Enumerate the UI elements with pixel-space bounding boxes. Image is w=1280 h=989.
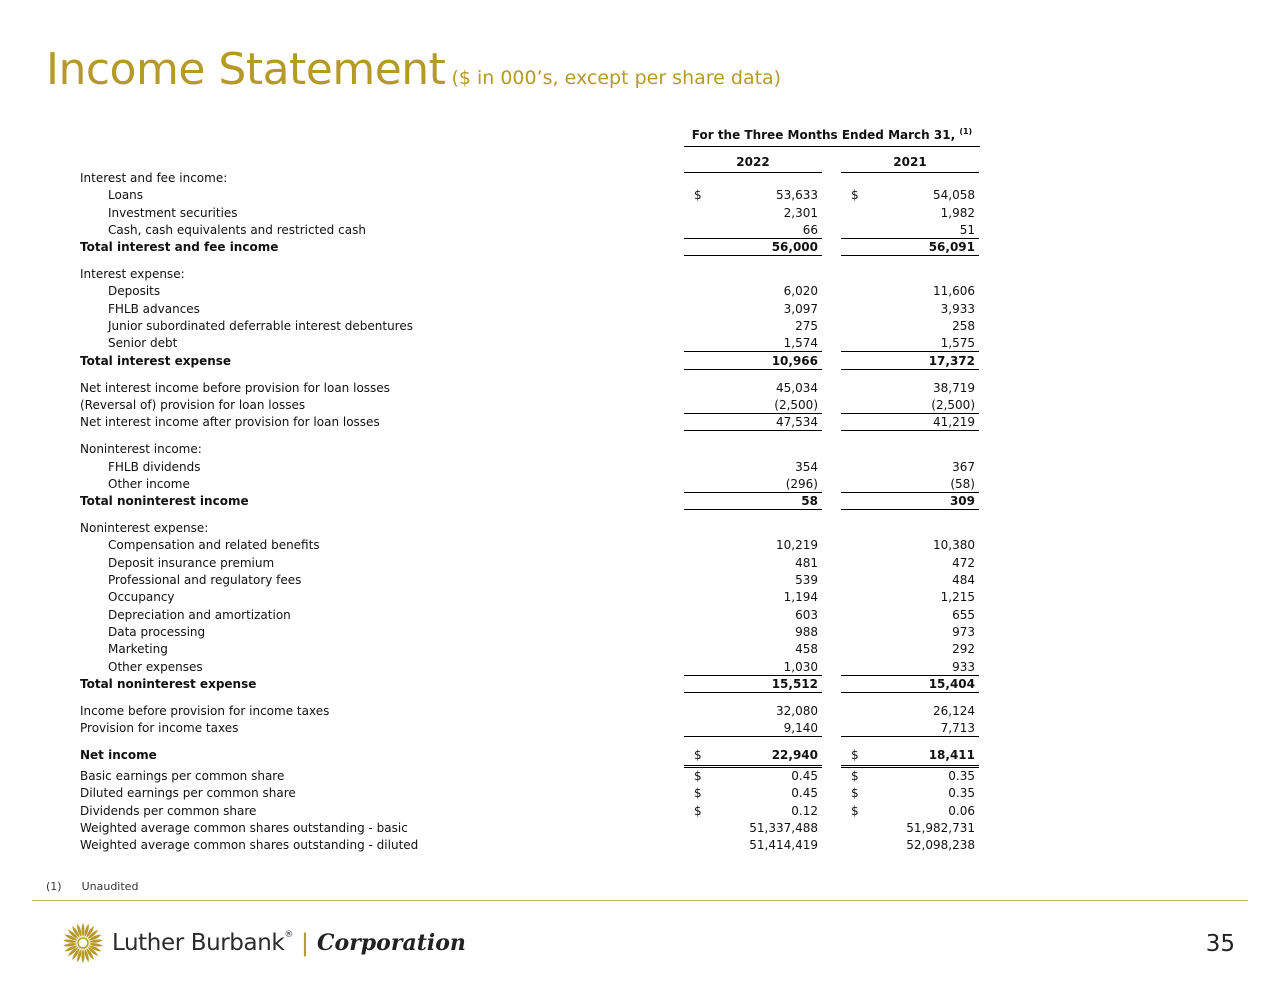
year-header-2022: 2022 [684,155,822,173]
currency-symbol: $ [694,188,702,203]
value-cell-2022 [684,284,822,301]
value-cell-2021 [841,302,979,319]
sunflower-petal [82,949,85,963]
row-value: 988 [795,624,818,639]
row-value: 51 [959,222,975,237]
row-value: 51,414,419 [749,838,818,853]
value-cell-2022 [684,721,822,737]
row-label: Depreciation and amortization [108,607,291,622]
statement-row [80,786,980,803]
title-subtitle: ($ in 000’s, except per share data) [451,67,782,89]
row-label: Weighted average common shares outstanding - diluted [80,838,419,853]
row-label: Total noninterest income [80,494,249,509]
row-label: Total interest and fee income [80,240,279,255]
row-value: 38,719 [933,380,975,395]
value-cell-2021 [841,240,979,256]
value-cell-2022 [684,240,822,256]
row-value: 15,404 [928,676,975,691]
footnote-text: Unaudited [81,880,139,893]
value-cell-2022 [684,786,822,803]
value-cell-2022 [684,319,822,336]
row-value: (58) [950,476,975,491]
statement-row [80,521,980,538]
row-value: 1,030 [783,659,818,674]
statement-row [80,677,980,704]
value-cell-2022 [684,336,822,352]
row-value: 472 [952,555,975,570]
value-cell-2021 [841,284,979,301]
row-value: 2,301 [783,205,818,220]
statement-row [80,336,980,353]
value-cell-2021 [841,608,979,625]
logo-corporation: Corporation [317,930,466,956]
title-main: Income Statement [46,44,446,95]
row-value: 15,512 [771,676,818,691]
currency-symbol: $ [694,748,702,763]
value-cell-2021 [841,494,979,510]
row-label: Marketing [108,642,168,657]
logo-registered-mark: ® [284,930,293,940]
statement-row [80,804,980,821]
value-cell-2021 [841,398,979,414]
row-label: Deposits [108,284,161,299]
row-value: 0.12 [791,803,818,818]
row-label: Net income [80,748,157,763]
row-label: Total interest expense [80,353,232,368]
value-cell-2022 [684,748,822,768]
row-value: 10,966 [771,353,818,368]
row-label: Other expenses [108,659,203,674]
row-label: Loans [108,188,144,203]
row-value: 1,194 [783,590,818,605]
row-value: 6,020 [783,284,818,299]
row-value: 47,534 [776,415,818,430]
company-logo [62,920,466,966]
row-value: 603 [795,607,818,622]
row-value: 973 [952,624,975,639]
row-label: Professional and regulatory fees [108,573,302,588]
value-cell-2022 [684,206,822,223]
row-value: 0.35 [948,786,975,801]
statement-row [80,556,980,573]
currency-symbol: $ [851,803,859,818]
value-cell-2022 [684,590,822,607]
value-cell-2021 [841,354,979,370]
row-label: Noninterest income: [80,442,202,457]
value-cell-2021 [841,415,979,431]
row-label: Occupancy [108,590,175,605]
row-value: 484 [952,573,975,588]
footer-divider [32,900,1248,901]
row-value: 481 [795,555,818,570]
value-cell-2022 [684,223,822,239]
row-value: (2,500) [774,397,818,412]
statement-row [80,284,980,301]
statement-row [80,302,980,319]
value-cell-2021 [841,460,979,477]
row-value: 7,713 [940,721,975,736]
currency-symbol: $ [694,803,702,818]
row-value: 292 [952,642,975,657]
value-cell-2022 [684,573,822,590]
value-cell-2022 [684,460,822,477]
row-label: Other income [108,476,190,491]
value-cell-2021 [841,769,979,786]
value-cell-2021 [841,642,979,659]
value-cell-2021 [841,538,979,555]
row-value: 58 [801,494,818,509]
statement-row [80,748,980,769]
statement-row [80,538,980,555]
value-cell-2021 [841,677,979,693]
row-value: 11,606 [933,284,975,299]
row-value: 0.45 [791,786,818,801]
row-label: Dividends per common share [80,803,257,818]
row-label: Cash, cash equivalents and restricted cash [108,222,366,237]
currency-symbol: $ [851,188,859,203]
row-value: 539 [795,573,818,588]
row-value: 54,058 [933,188,975,203]
period-footnote-ref: (1) [959,127,973,136]
row-label: Provision for income taxes [80,721,239,736]
income-statement-table [80,171,980,856]
statement-row [80,821,980,838]
row-value: 18,411 [928,748,975,763]
statement-row [80,838,980,855]
value-cell-2022 [684,556,822,573]
statement-row [80,642,980,659]
row-value: 1,574 [783,336,818,351]
row-label: Junior subordinated deferrable interest debentures [108,319,413,334]
row-label: FHLB dividends [108,459,201,474]
currency-symbol: $ [851,748,859,763]
row-label: Investment securities [108,205,238,220]
value-cell-2022 [684,381,822,398]
footnote-mark: (1) [46,880,62,893]
row-label: Deposit insurance premium [108,555,275,570]
statement-row [80,769,980,786]
row-value: 354 [795,459,818,474]
statement-row [80,704,980,721]
row-value: 53,633 [776,188,818,203]
value-cell-2022 [684,188,822,205]
logo-separator: | [300,929,310,957]
row-value: 51,337,488 [749,821,818,836]
value-cell-2021 [841,381,979,398]
value-cell-2021 [841,477,979,493]
row-value: 1,575 [940,336,975,351]
statement-row [80,494,980,521]
row-value: (2,500) [931,397,975,412]
row-value: 309 [949,494,975,509]
value-cell-2021 [841,821,979,838]
statement-row [80,240,980,267]
statement-row [80,398,980,415]
row-value: 52,098,238 [906,838,975,853]
statement-row [80,460,980,477]
row-value: 0.35 [948,769,975,784]
statement-row [80,319,980,336]
value-cell-2022 [684,677,822,693]
row-value: 26,124 [933,703,975,718]
value-cell-2022 [684,704,822,721]
sunflower-petal [82,923,85,937]
row-value: 3,933 [940,301,975,316]
value-cell-2022 [684,538,822,555]
row-value: 10,219 [776,538,818,553]
row-label: Total noninterest expense [80,676,257,691]
value-cell-2021 [841,748,979,768]
statement-row [80,171,980,188]
statement-row [80,381,980,398]
currency-symbol: $ [851,786,859,801]
value-cell-2022 [684,804,822,821]
value-cell-2021 [841,704,979,721]
value-cell-2022 [684,302,822,319]
currency-symbol: $ [694,786,702,801]
value-cell-2021 [841,721,979,737]
statement-row [80,608,980,625]
row-value: 1,982 [940,205,975,220]
value-cell-2021 [841,573,979,590]
row-label: Senior debt [108,336,178,351]
value-cell-2022 [684,415,822,431]
row-value: 22,940 [771,748,818,763]
row-label: Net interest income after provision for loan losses [80,415,380,430]
row-label: Noninterest expense: [80,521,209,536]
value-cell-2022 [684,769,822,786]
row-value: 41,219 [933,415,975,430]
statement-row [80,267,980,284]
value-cell-2021 [841,590,979,607]
currency-symbol: $ [694,769,702,784]
logo-company-name: Luther Burbank® [112,930,293,956]
value-cell-2022 [684,821,822,838]
row-value: 1,215 [940,590,975,605]
value-cell-2022 [684,642,822,659]
statement-row [80,590,980,607]
row-value: 51,982,731 [906,821,975,836]
row-value: 655 [952,607,975,622]
row-value: 933 [952,659,975,674]
row-label: Interest and fee income: [80,171,228,185]
row-label: Interest expense: [80,267,185,282]
row-value: 56,000 [771,240,818,255]
row-value: 9,140 [783,721,818,736]
row-label: Data processing [108,624,206,639]
value-cell-2021 [841,556,979,573]
period-header-text: For the Three Months Ended March 31, [691,128,956,142]
row-value: 0.45 [791,769,818,784]
row-value: 367 [952,459,975,474]
statement-row [80,721,980,748]
row-value: 45,034 [776,380,818,395]
footnote [46,880,138,893]
value-cell-2022 [684,608,822,625]
value-cell-2021 [841,625,979,642]
value-cell-2021 [841,336,979,352]
value-cell-2022 [684,398,822,414]
value-cell-2022 [684,625,822,642]
row-value: 275 [795,319,818,334]
row-value: 0.06 [948,803,975,818]
row-value: 458 [795,642,818,657]
value-cell-2021 [841,319,979,336]
row-label: Basic earnings per common share [80,769,285,784]
value-cell-2021 [841,838,979,855]
row-value: (296) [785,476,818,491]
row-label: Compensation and related benefits [108,538,320,553]
statement-row [80,625,980,642]
page-number: 35 [1205,931,1235,957]
value-cell-2021 [841,188,979,205]
statement-row [80,188,980,205]
statement-row [80,477,980,494]
value-cell-2021 [841,223,979,239]
value-cell-2022 [684,494,822,510]
statement-row [80,223,980,240]
value-cell-2022 [684,477,822,493]
row-label: Diluted earnings per common share [80,786,296,801]
value-cell-2021 [841,660,979,676]
row-value: 3,097 [783,301,818,316]
row-label: Weighted average common shares outstanding - basic [80,821,408,836]
value-cell-2021 [841,206,979,223]
row-value: 66 [802,222,818,237]
year-header-2021: 2021 [841,155,979,173]
row-value: 32,080 [776,703,818,718]
statement-row [80,442,980,459]
row-value: 56,091 [928,240,975,255]
statement-row [80,354,980,381]
value-cell-2022 [684,354,822,370]
row-value: 258 [952,319,975,334]
row-label: FHLB advances [108,301,200,316]
page-title [46,44,781,95]
value-cell-2022 [684,838,822,855]
statement-row [80,206,980,223]
row-label: (Reversal of) provision for loan losses [80,397,306,412]
currency-symbol: $ [851,769,859,784]
statement-row [80,660,980,677]
statement-row [80,573,980,590]
row-label: Income before provision for income taxes [80,703,330,718]
row-label: Net interest income before provision for loan losses [80,380,390,395]
value-cell-2021 [841,804,979,821]
row-value: 10,380 [933,538,975,553]
period-header [684,127,980,147]
sunflower-icon [62,922,104,964]
value-cell-2021 [841,786,979,803]
statement-row [80,415,980,442]
row-value: 17,372 [928,353,975,368]
value-cell-2022 [684,660,822,676]
